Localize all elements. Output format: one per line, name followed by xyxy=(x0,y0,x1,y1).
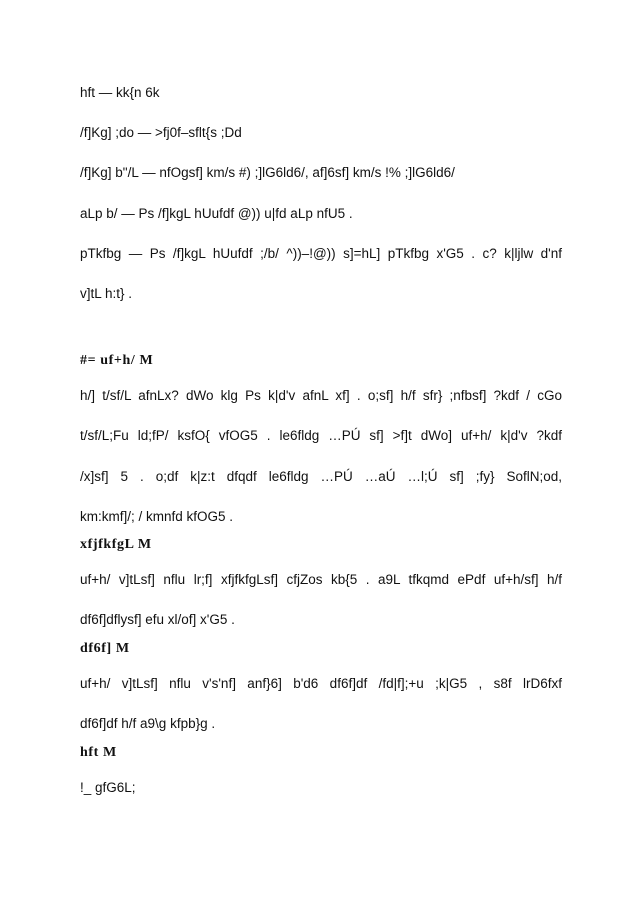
section2-line-1: uf+h/ v]tLsf] nflu lr;f] xfjfkfgLsf] cfjZos kb{5 . a9L tfkqmd ePdf uf+h/sf] h/f xyxy=(80,572,562,587)
section-heading-3: df6f] M xyxy=(80,641,130,656)
section1-line-2: t/sf/L;Fu ld;fP/ ksfO{ vfOG5 . le6fldg …PÚ sf] >f]t dWo] uf+h/ k|d'v ?kdf xyxy=(80,428,562,443)
intro-line-2: /f]Kg] ;do — >fj0f–sflt{s ;Dd xyxy=(80,125,242,140)
section2-line-2: df6f]dflysf] efu xl/of] x'G5 . xyxy=(80,612,235,627)
section3-line-1: uf+h/ v]tLsf] nflu v's'nf] anf}6] b'd6 df6f]df /fd|f];+u ;k|G5 , s8f lrD6fxf xyxy=(80,676,562,691)
section1-line-4: km:kmf]/; / kmnfd kfOG5 . xyxy=(80,509,234,524)
section1-line-1: h/] t/sf/L afnLx? dWo klg Ps k|d'v afnL xf] . o;sf] h/f sfr} ;nfbsf] ?kdf / cGo xyxy=(80,388,562,403)
section-heading-4: hft M xyxy=(80,745,117,760)
section4-line-1: !_ gfG6L; xyxy=(80,780,136,795)
intro-line-3: /f]Kg] b"/L — nfOgsf] km/s #) ;]lG6ld6/, af]6sf] km/s !% ;]lG6ld6/ xyxy=(80,165,455,180)
section1-line-3: /x]sf] 5 . o;df k|z:t dfqdf le6fldg …PÚ …aÚ …l;Ú sf] ;fy} SoflN;od, xyxy=(80,469,562,484)
intro-line-5: pTkfbg — Ps /f]kgL hUufdf ;/b/ ^))–!@)) s]=hL] pTkfbg x'G5 . c? k|ljlw d'nf xyxy=(80,246,562,261)
intro-line-4: aLp b/ — Ps /f]kgL hUufdf @)) u|fd aLp nfU5 . xyxy=(80,206,353,221)
section3-line-2: df6f]df h/f a9\g kfpb}g . xyxy=(80,716,216,731)
intro-line-6: v]tL h:t} . xyxy=(80,286,133,301)
section-heading-1: #= uf+h/ M xyxy=(80,353,154,368)
section-heading-2: xfjfkfgL M xyxy=(80,537,152,552)
intro-line-1: hft — kk{n 6k xyxy=(80,85,160,100)
